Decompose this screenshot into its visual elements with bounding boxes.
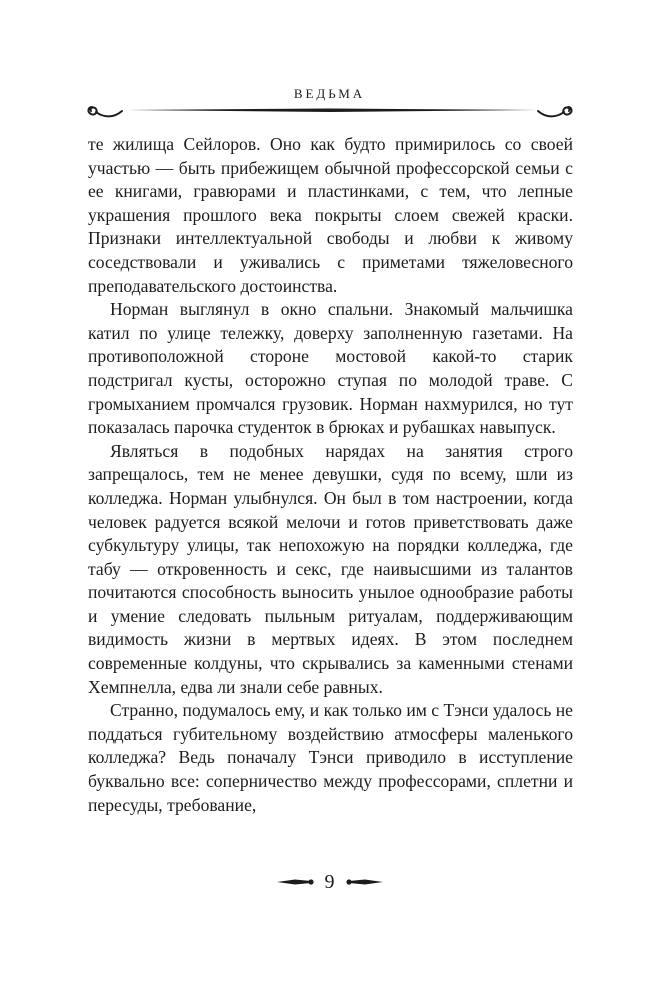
paragraph: Странно, подумалось ему, и как только им с Тэнси удалось не поддаться губительному воздействию атмосферы маленького колледжа? Ведь поначалу Тэнси приводило в исступление буквально все: соперничество между профессорами, сплетни и пересуды, требование,: [88, 700, 573, 815]
body-text: [88, 133, 573, 817]
paragraph: Норман выглянул в окно спальни. Знакомый мальчишка катил по улице тележку, доверху заполненную газетами. На противоположной стороне мостовой какой-то старик подстригал кусты, осторожно ступая по молодой траве. С громыханием промчался грузовик. Норман нахмурился, но тут показалась парочка студенток в брюках и рубашках навыпуск.: [88, 299, 573, 438]
paragraph: Являться в подобных нарядах на занятия строго запрещалось, тем не менее девушки, судя по всему, шли из колледжа. Норман улыбнулся. Он был в том настроении, когда человек радуется всякой мелочи и готов приветствовать даже субкультуру улицы, так непохожую на порядки колледжа, где табу — откровенность и секс, где наивысшими из талантов почитаются способность выносить унылое однообразие работы и умение следовать пыльным ритуалам, поддерживающим видимость жизни в мертвых идеях. В этом последнем современные колдуны, что скрывались за каменными стенами Хемпнелла, едва ли знали себе равных.: [88, 440, 573, 697]
page-number: 9: [324, 870, 335, 893]
left-ornament-icon: [275, 875, 315, 889]
right-ornament-icon: [345, 875, 385, 889]
paragraph: те жилища Сейлоров. Оно как будто примирилось со своей участью — быть прибежищем обычной профессорской семьи с ее книгами, гравюрами и пластинками, с тем, что лепные украшения прошлого века покрыты слоем свежей краски. Признаки интеллектуальной свободы и любви к живому соседствовали и уживались с приметами тяжеловесного преподавательского достоинства.: [88, 134, 573, 296]
header-ornament: [86, 98, 574, 124]
page-folio: [0, 870, 659, 894]
running-title: ВЕДЬМА: [293, 86, 366, 101]
